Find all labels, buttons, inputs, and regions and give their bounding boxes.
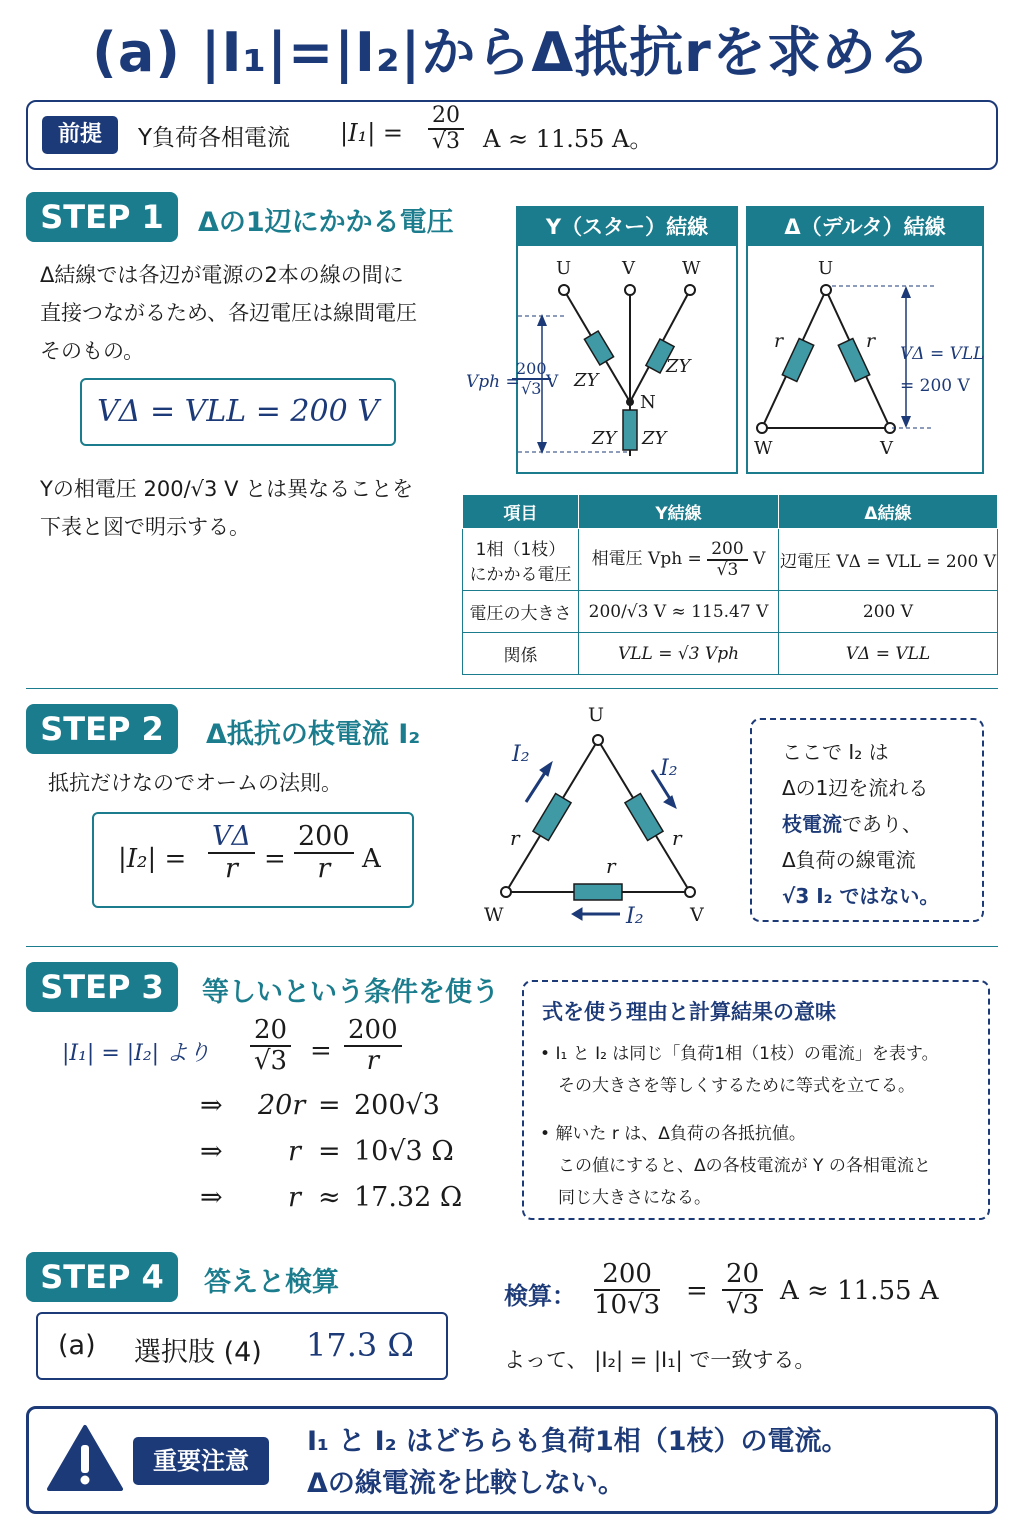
premise-tag: 前提 bbox=[42, 116, 118, 154]
divider bbox=[26, 688, 998, 689]
y-panel-header: Y（スター）結線 bbox=[518, 208, 736, 246]
check-num1: 200 bbox=[594, 1260, 660, 1291]
y-neutral-label: N bbox=[640, 392, 656, 413]
table-cell: 電圧の大きさ bbox=[463, 591, 579, 633]
step2-title: Δ抵抗の枝電流 I₂ bbox=[206, 719, 421, 750]
page-title: (a) |I₁|=|I₂|からΔ抵抗rを求める bbox=[92, 21, 932, 84]
y-node-v: V bbox=[622, 258, 635, 279]
note-line: ここで I₂ は bbox=[782, 740, 889, 764]
table-row bbox=[463, 633, 998, 675]
table-header-row bbox=[463, 495, 998, 529]
bullet-item: • 解いた r は、Δ負荷の各抵抗値。 bbox=[540, 1124, 806, 1144]
table-cell: VΔ = VLL bbox=[779, 633, 998, 675]
step1-paragraph2 bbox=[40, 470, 413, 546]
step3-equals: = bbox=[310, 1036, 332, 1066]
check-frac2 bbox=[722, 1260, 763, 1319]
step2-eq-lhs: |I₂| = bbox=[118, 844, 187, 874]
derivation-op: = bbox=[318, 1136, 341, 1167]
comparison-table bbox=[462, 494, 998, 675]
table-row bbox=[463, 529, 998, 591]
y-impedance-label-3: ZY bbox=[592, 428, 617, 449]
delta2-resistor-label-1: r bbox=[510, 826, 520, 850]
step2-eq-frac1 bbox=[208, 822, 255, 883]
step2-equation bbox=[92, 812, 414, 908]
step2-eq-num2: 200 bbox=[294, 822, 354, 854]
current-label-1: I₂ bbox=[512, 742, 530, 767]
derivation-rhs: 10√3 Ω bbox=[354, 1136, 454, 1167]
step3-badge: STEP 3 bbox=[26, 962, 178, 1012]
y-impedance-label-2: ZY bbox=[666, 356, 691, 377]
warning-box bbox=[26, 1406, 998, 1514]
note-line: Δ負荷の線電流 bbox=[782, 848, 916, 872]
step2-note bbox=[750, 718, 984, 922]
delta-node-v: V bbox=[880, 438, 893, 459]
cell-den: √3 bbox=[716, 559, 739, 580]
y-vph-fraction bbox=[512, 360, 551, 397]
table-cell bbox=[463, 529, 579, 591]
warning-line2: Δの線電流を比較しない。 bbox=[307, 1468, 625, 1499]
step1-p2-line1: Yの相電圧 200/√3 V とは異なることを bbox=[40, 477, 414, 501]
step2-paragraph: 抵抗だけなのでオームの法則。 bbox=[48, 771, 342, 795]
y-node-w: W bbox=[682, 258, 701, 279]
derivation-rhs: 200√3 bbox=[354, 1090, 440, 1121]
step3-num2: 200 bbox=[344, 1016, 402, 1047]
check-den1: 10√3 bbox=[594, 1289, 661, 1320]
warning-tag: 重要注意 bbox=[133, 1437, 269, 1485]
answer-box bbox=[36, 1312, 448, 1380]
note-line bbox=[782, 806, 982, 842]
table-cell: 200/√3 V ≈ 115.47 V bbox=[579, 591, 779, 633]
step2-eq-num1: VΔ bbox=[208, 822, 255, 854]
step3-title: 等しいという条件を使う bbox=[202, 977, 499, 1008]
answer-part: (a) bbox=[58, 1330, 96, 1361]
note-line: √3 I₂ ではない。 bbox=[782, 884, 940, 908]
delta-voltage-label: VΔ = VLL bbox=[900, 344, 985, 364]
step3-den2: r bbox=[366, 1045, 380, 1076]
table-header: Δ結線 bbox=[779, 495, 998, 529]
y-vph-unit: V bbox=[546, 372, 559, 392]
warning-icon bbox=[47, 1423, 123, 1493]
note-text: であり、 bbox=[842, 812, 922, 836]
derivation-op: = bbox=[318, 1090, 341, 1121]
y-impedance-label-4: ZY bbox=[642, 428, 667, 449]
answer-choice: 選択肢 (4) bbox=[134, 1337, 262, 1368]
step3-frac1 bbox=[250, 1016, 291, 1075]
table-cell: 関係 bbox=[463, 633, 579, 675]
step3-condition-text: |I₁| = |I₂| より bbox=[62, 1041, 211, 1066]
implies-symbol: ⇒ bbox=[200, 1090, 223, 1121]
step1-line1: Δ結線では各辺が電源の2本の線の間に bbox=[40, 263, 404, 287]
y-vph-label: Vph = bbox=[466, 372, 520, 392]
delta-panel-header: Δ（デルタ）結線 bbox=[748, 208, 982, 246]
bullet-text: 同じ大きさになる。 bbox=[558, 1188, 711, 1208]
check-num2: 20 bbox=[722, 1260, 763, 1291]
check-label: 検算： bbox=[504, 1282, 576, 1310]
y-impedance-label-1: ZY bbox=[574, 370, 599, 391]
cell-line: にかかる電圧 bbox=[469, 564, 572, 585]
check-frac1 bbox=[594, 1260, 660, 1319]
step3-num1: 20 bbox=[250, 1016, 291, 1047]
check-conclusion: よって、 |I₂| = |I₁| で一致する。 bbox=[504, 1348, 816, 1372]
delta2-node-w: W bbox=[484, 904, 504, 926]
premise-text: Y負荷各相電流 bbox=[138, 125, 291, 151]
derivation-lhs: 20r bbox=[258, 1090, 306, 1121]
bullet-text: 解いた r は、Δ負荷の各抵抗値。 bbox=[555, 1124, 806, 1144]
current-label-3: I₂ bbox=[626, 904, 644, 929]
step1-badge: STEP 1 bbox=[26, 192, 178, 242]
step1-p2-line2: 下表と図で明示する。 bbox=[40, 515, 250, 539]
step3-note-title: 式を使う理由と計算結果の意味 bbox=[542, 1000, 836, 1024]
cell-line: 1相（1枝） bbox=[475, 539, 566, 560]
answer-value: 17.3 Ω bbox=[306, 1326, 414, 1364]
current-label-2: I₂ bbox=[660, 756, 678, 781]
premise-fraction bbox=[428, 104, 464, 154]
bullet-text: この値にすると、Δの各枝電流が Y の各相電流と bbox=[558, 1156, 931, 1176]
step3-note bbox=[522, 980, 990, 1220]
table-header: Y結線 bbox=[579, 495, 779, 529]
table-cell bbox=[579, 529, 779, 591]
delta-node-u: U bbox=[818, 258, 834, 279]
table-cell: 辺電圧 VΔ = VLL = 200 V bbox=[779, 529, 998, 591]
implies-symbol: ⇒ bbox=[200, 1182, 223, 1213]
step1-paragraph bbox=[40, 256, 417, 370]
warning-line1: I₁ と I₂ はどちらも負荷1相（1枝）の電流。 bbox=[307, 1426, 849, 1457]
derivation-lhs: r bbox=[288, 1136, 301, 1167]
table-cell: VLL = √3 Vph bbox=[579, 633, 779, 675]
y-vph-den: √3 bbox=[521, 378, 542, 398]
delta2-resistor-label-2: r bbox=[672, 826, 682, 850]
y-node-u: U bbox=[556, 258, 572, 279]
step2-eq-equals: = bbox=[264, 844, 286, 874]
y-vph-num: 200 bbox=[512, 360, 551, 380]
step2-eq-den1: r bbox=[225, 852, 238, 884]
delta-node-w: W bbox=[754, 438, 773, 459]
check-result: A ≈ 11.55 A bbox=[780, 1276, 939, 1306]
bullet-text: その大きさを等しくするために等式を立てる。 bbox=[558, 1076, 915, 1096]
premise-rhs: A ≈ 11.55 A。 bbox=[483, 125, 654, 153]
delta-resistor-label-2: r bbox=[866, 330, 876, 352]
implies-symbol: ⇒ bbox=[200, 1136, 223, 1167]
step3-note-bullets bbox=[540, 1038, 939, 1214]
cell-text: 相電圧 Vph = bbox=[591, 549, 702, 569]
cell-num: 200 bbox=[707, 540, 747, 561]
bullet-item: • I₁ と I₂ は同じ「負荷1相（1枝）の電流」を表す。 bbox=[540, 1044, 939, 1064]
step3-den1: √3 bbox=[253, 1045, 288, 1076]
step2-badge: STEP 2 bbox=[26, 704, 178, 754]
step3-frac2 bbox=[344, 1016, 402, 1075]
step1-line3: そのもの。 bbox=[40, 339, 145, 363]
check-den2: √3 bbox=[725, 1289, 760, 1320]
step1-equation: VΔ = VLL = 200 V bbox=[80, 378, 396, 446]
step4-badge: STEP 4 bbox=[26, 1252, 178, 1302]
step2-eq-den2: r bbox=[317, 852, 331, 884]
delta2-node-v: V bbox=[690, 904, 704, 926]
derivation-op: ≈ bbox=[318, 1182, 341, 1213]
table-header: 項目 bbox=[463, 495, 579, 529]
warning-text bbox=[307, 1421, 849, 1505]
delta-resistor-label-1: r bbox=[774, 330, 784, 352]
derivation-rhs: 17.32 Ω bbox=[354, 1182, 463, 1213]
step2-eq-unit: A bbox=[362, 844, 381, 874]
premise-num: 20 bbox=[428, 104, 464, 130]
divider bbox=[26, 946, 998, 947]
step4-title: 答えと検算 bbox=[204, 1267, 339, 1298]
bullet-text: I₁ と I₂ は同じ「負荷1相（1枝）の電流」を表す。 bbox=[555, 1044, 939, 1064]
note-line: Δの1辺を流れる bbox=[782, 776, 929, 800]
table-cell: 200 V bbox=[779, 591, 998, 633]
derivation-lhs: r bbox=[288, 1182, 301, 1213]
note-highlight: 枝電流 bbox=[782, 812, 842, 836]
premise-den: √3 bbox=[431, 129, 460, 155]
step1-title: Δの1辺にかかる電圧 bbox=[198, 207, 454, 238]
delta2-resistor-label-3: r bbox=[606, 854, 616, 878]
step3-condition bbox=[62, 1036, 210, 1067]
step2-eq-frac2 bbox=[294, 822, 354, 883]
delta-voltage-value: = 200 V bbox=[900, 376, 970, 396]
premise-box bbox=[26, 100, 998, 170]
table-row bbox=[463, 591, 998, 633]
step1-line2: 直接つながるため、各辺電圧は線間電圧 bbox=[40, 301, 418, 325]
delta2-node-u: U bbox=[588, 704, 605, 726]
premise-lhs: |I₁| = bbox=[340, 119, 404, 147]
check-equals: = bbox=[686, 1276, 708, 1306]
cell-fraction bbox=[707, 540, 747, 579]
cell-unit: V bbox=[753, 549, 766, 569]
